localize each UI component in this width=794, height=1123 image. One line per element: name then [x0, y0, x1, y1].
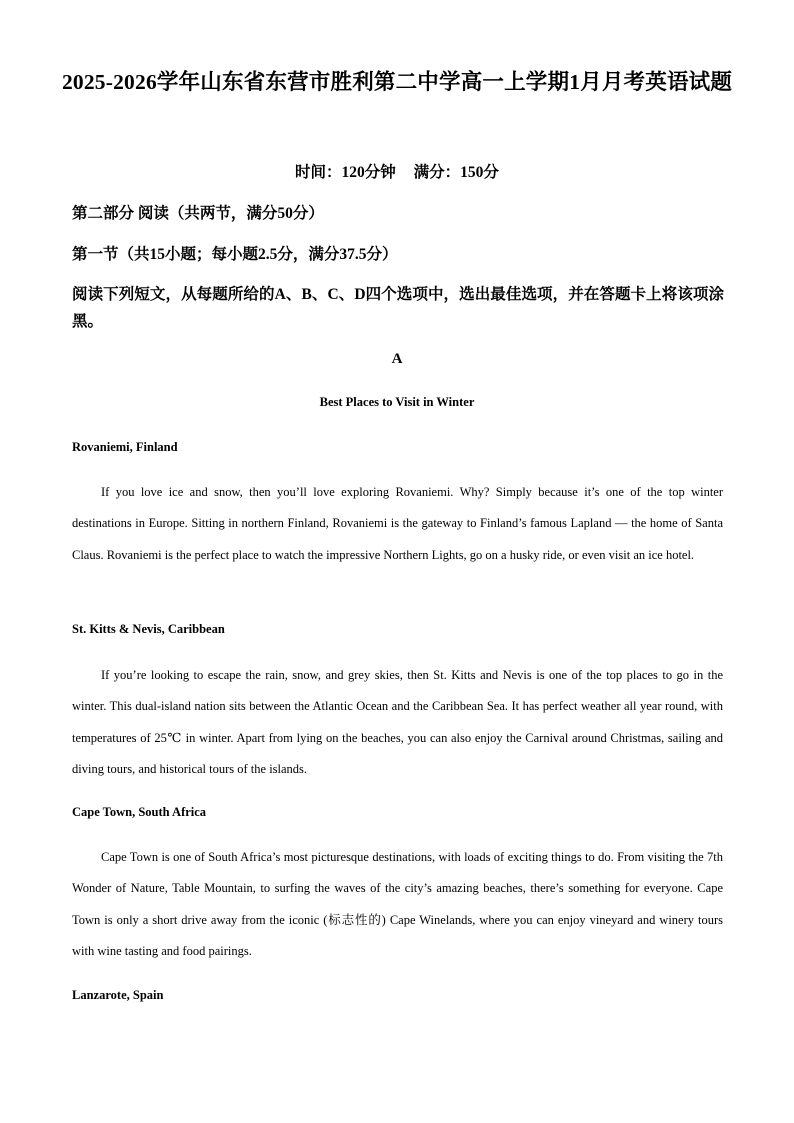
place-paragraph: If you’re looking to escape the rain, snow, and grey skies, then St. Kitts and Nevis is one of the top places to go in the winter. This dual-island nation sits between the Atlantic Ocean and the Caribbean Sea. It has perfect weather all year round, with temperatures of 25℃ in winter. Apart from lying on the beaches, you can also enjoy the Carnival around Christmas, sailing and diving tours, and historical tours of the islands.: [72, 668, 723, 776]
exam-meta: 时间：120分钟 满分：150分: [295, 164, 499, 181]
passage-letter: A: [391, 351, 403, 367]
part-heading: 第二部分 阅读（共两节，满分50分）: [72, 205, 324, 222]
place-heading: St. Kitts & Nevis, Caribbean: [72, 622, 225, 636]
section-heading: 第一节（共15小题；每小题2.5分，满分37.5分）: [72, 246, 398, 263]
place-paragraph: Cape Town is one of South Africa’s most picturesque destinations, with loads of exciting things to do. From visiting the 7th Wonder of Nature, Table Mountain, to surfing the waves of the city’s amazing beaches, there’s something for everyone. Cape Town is only a short drive away from the iconic (标志性的) Cape Winelands, where you can enjoy vineyard and winery tours with wine tasting and food pairings.: [72, 850, 723, 958]
place-heading: Lanzarote, Spain: [72, 988, 164, 1002]
place-heading: Rovaniemi, Finland: [72, 440, 178, 454]
place-heading: Cape Town, South Africa: [72, 805, 207, 819]
instruction-text: 阅读下列短文，从每题所给的A、B、C、D四个选项中，选出最佳选项，并在答题卡上将该项涂黑。: [72, 286, 724, 330]
passage-title: Best Places to Visit in Winter: [319, 395, 475, 409]
exam-title: 2025-2026学年山东省东营市胜利第二中学高一上学期1月月考英语试题: [61, 70, 733, 94]
place-paragraph: If you love ice and snow, then you’ll love exploring Rovaniemi. Why? Simply because it’s one of the top winter destinations in Europe. Sitting in northern Finland, Rovaniemi is the gateway to Finland’s famous Lapland — the home of Santa Claus. Rovaniemi is the perfect place to watch the impressive Northern Lights, go on a husky ride, or even visit an ice hotel.: [72, 485, 723, 562]
